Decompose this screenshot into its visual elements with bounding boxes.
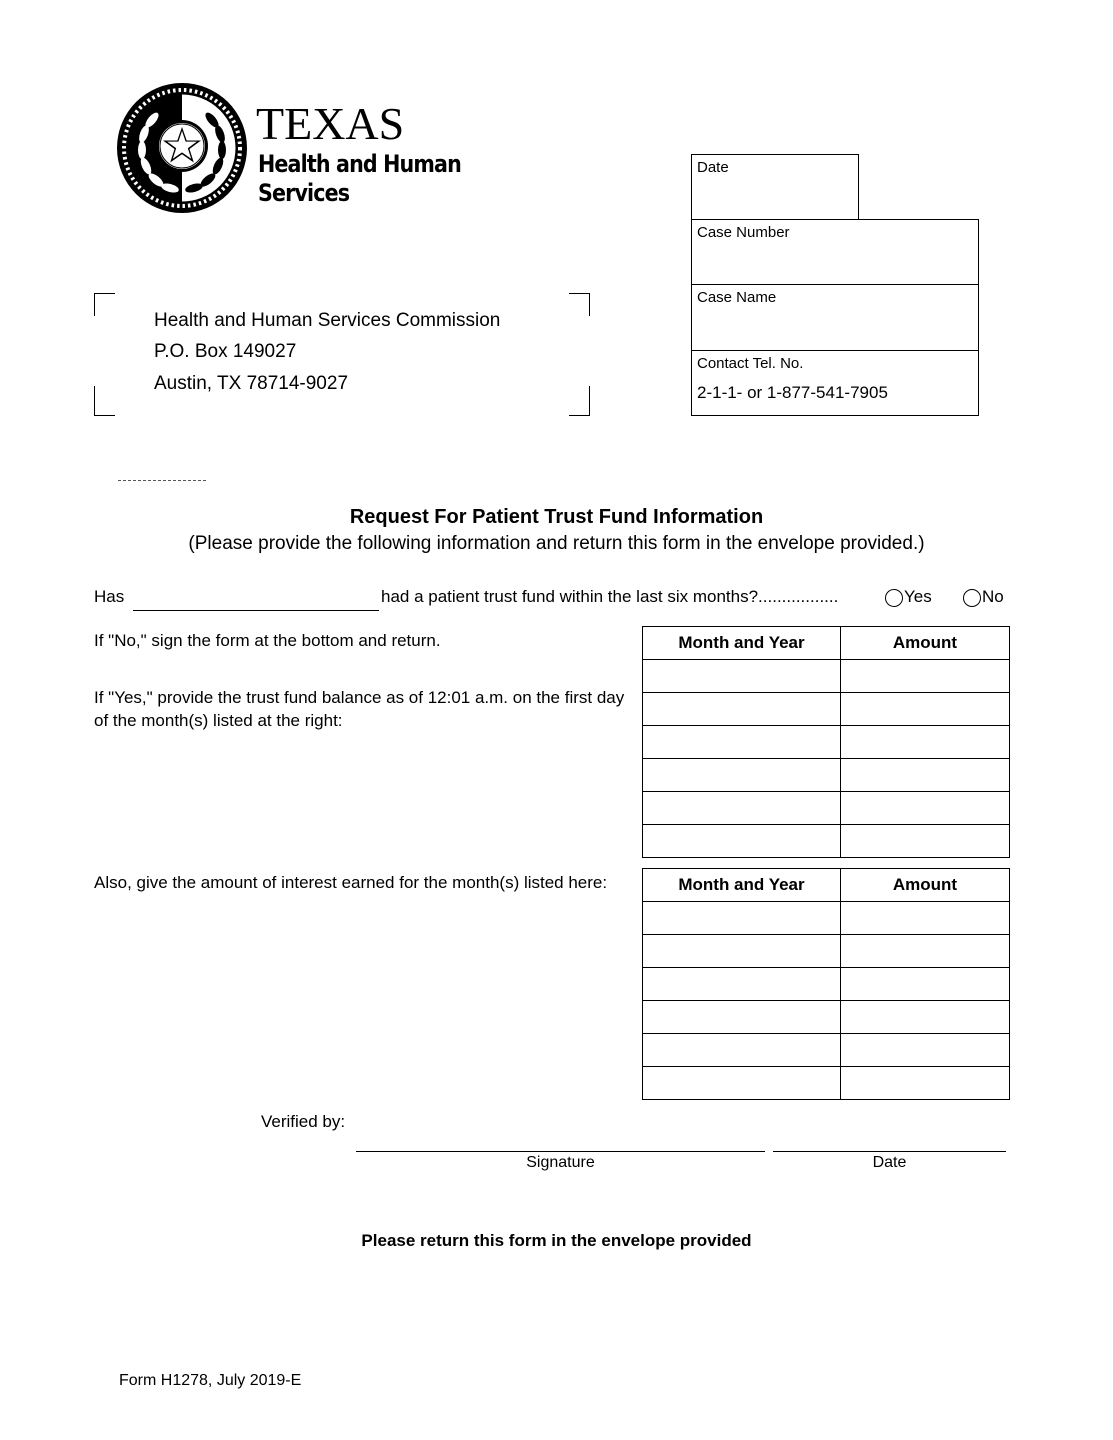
table-row: [643, 935, 1010, 968]
date-signed-line[interactable]: [773, 1151, 1006, 1152]
column-header-amount: Amount: [841, 869, 1010, 902]
table-row: [643, 1001, 1010, 1034]
interest-instruction: Also, give the amount of interest earned for the month(s) listed here:: [94, 873, 608, 892]
column-header-amount: Amount: [841, 627, 1010, 660]
logo-texas-text: TEXAS: [256, 98, 405, 149]
date-box[interactable]: [691, 154, 859, 220]
contact-phone: 2-1-1- or 1-877-541-7905: [697, 383, 888, 402]
case-name-label: Case Name: [697, 289, 777, 306]
interest-table: [642, 868, 1010, 1100]
month-year-cell[interactable]: [643, 693, 841, 726]
table-row: [643, 1034, 1010, 1067]
if-yes-instruction: If "Yes," provide the trust fund balance as of 12:01 a.m. on the first day of the month(s) listed at the right:: [94, 688, 625, 730]
address-corner-bottom-right: [569, 386, 590, 416]
if-no-instruction: If "No," sign the form at the bottom and return.: [94, 631, 441, 650]
month-year-cell[interactable]: [643, 825, 841, 858]
yes-radio[interactable]: [885, 589, 903, 607]
month-year-cell[interactable]: [643, 660, 841, 693]
month-year-cell[interactable]: [643, 1001, 841, 1034]
patient-name-field[interactable]: [133, 610, 379, 611]
table-header-row: [643, 627, 1010, 660]
no-radio[interactable]: [963, 589, 981, 607]
table-row: [643, 902, 1010, 935]
month-year-cell[interactable]: [643, 726, 841, 759]
amount-cell[interactable]: [841, 759, 1010, 792]
case-name-box[interactable]: [691, 284, 979, 351]
contact-label: Contact Tel. No.: [697, 355, 804, 372]
table-row: [643, 825, 1010, 858]
form-title: Request For Patient Trust Fund Information: [349, 506, 764, 528]
yes-label: Yes: [904, 587, 932, 606]
month-year-cell[interactable]: [643, 1034, 841, 1067]
month-year-cell[interactable]: [643, 792, 841, 825]
month-year-cell[interactable]: [643, 759, 841, 792]
case-number-label: Case Number: [697, 224, 790, 241]
logo-line-3: Services: [258, 179, 350, 207]
table-row: [643, 792, 1010, 825]
table-header-row: [643, 869, 1010, 902]
question-prefix: Has: [94, 587, 125, 606]
logo-line-2: Health and Human: [258, 150, 461, 178]
form-subtitle: (Please provide the following information and return this form in the envelope provided.): [188, 533, 925, 554]
no-label: No: [982, 587, 1004, 606]
address-corner-bottom-left: [94, 386, 115, 416]
logo-agency-name: [258, 150, 461, 208]
date-label: Date: [697, 159, 729, 176]
month-year-cell[interactable]: [643, 902, 841, 935]
amount-cell[interactable]: [841, 726, 1010, 759]
month-year-cell[interactable]: [643, 968, 841, 1001]
amount-cell[interactable]: [841, 1067, 1010, 1100]
address-line-3: Austin, TX 78714-9027: [154, 373, 349, 394]
table-row: [643, 660, 1010, 693]
return-instruction: Please return this form in the envelope provided: [361, 1231, 752, 1250]
month-year-cell[interactable]: [643, 935, 841, 968]
contact-box: [691, 350, 979, 416]
balance-table: [642, 626, 1010, 858]
address-corner-top-right: [569, 293, 590, 316]
signature-label: Signature: [526, 1154, 595, 1171]
amount-cell[interactable]: [841, 825, 1010, 858]
question-suffix: had a patient trust fund within the last six months?.................: [381, 587, 839, 606]
case-number-box[interactable]: [691, 219, 979, 285]
table-row: [643, 759, 1010, 792]
fold-mark: [118, 480, 206, 481]
form-number: Form H1278, July 2019-E: [119, 1372, 302, 1389]
address-corner-top-left: [94, 293, 115, 316]
amount-cell[interactable]: [841, 1034, 1010, 1067]
column-header-month-year: Month and Year: [643, 627, 841, 660]
table-row: [643, 968, 1010, 1001]
table-row: [643, 1067, 1010, 1100]
table-row: [643, 693, 1010, 726]
amount-cell[interactable]: [841, 792, 1010, 825]
amount-cell[interactable]: [841, 935, 1010, 968]
amount-cell[interactable]: [841, 660, 1010, 693]
signature-line[interactable]: [356, 1151, 765, 1152]
date-signed-label: Date: [872, 1154, 907, 1171]
month-year-cell[interactable]: [643, 1067, 841, 1100]
texas-seal-logo: [116, 82, 248, 214]
amount-cell[interactable]: [841, 968, 1010, 1001]
amount-cell[interactable]: [841, 1001, 1010, 1034]
column-header-month-year: Month and Year: [643, 869, 841, 902]
amount-cell[interactable]: [841, 693, 1010, 726]
table-row: [643, 726, 1010, 759]
verified-by-label: Verified by:: [261, 1112, 346, 1131]
address-line-2: P.O. Box 149027: [154, 341, 297, 362]
address-line-1: Health and Human Services Commission: [154, 310, 501, 331]
amount-cell[interactable]: [841, 902, 1010, 935]
